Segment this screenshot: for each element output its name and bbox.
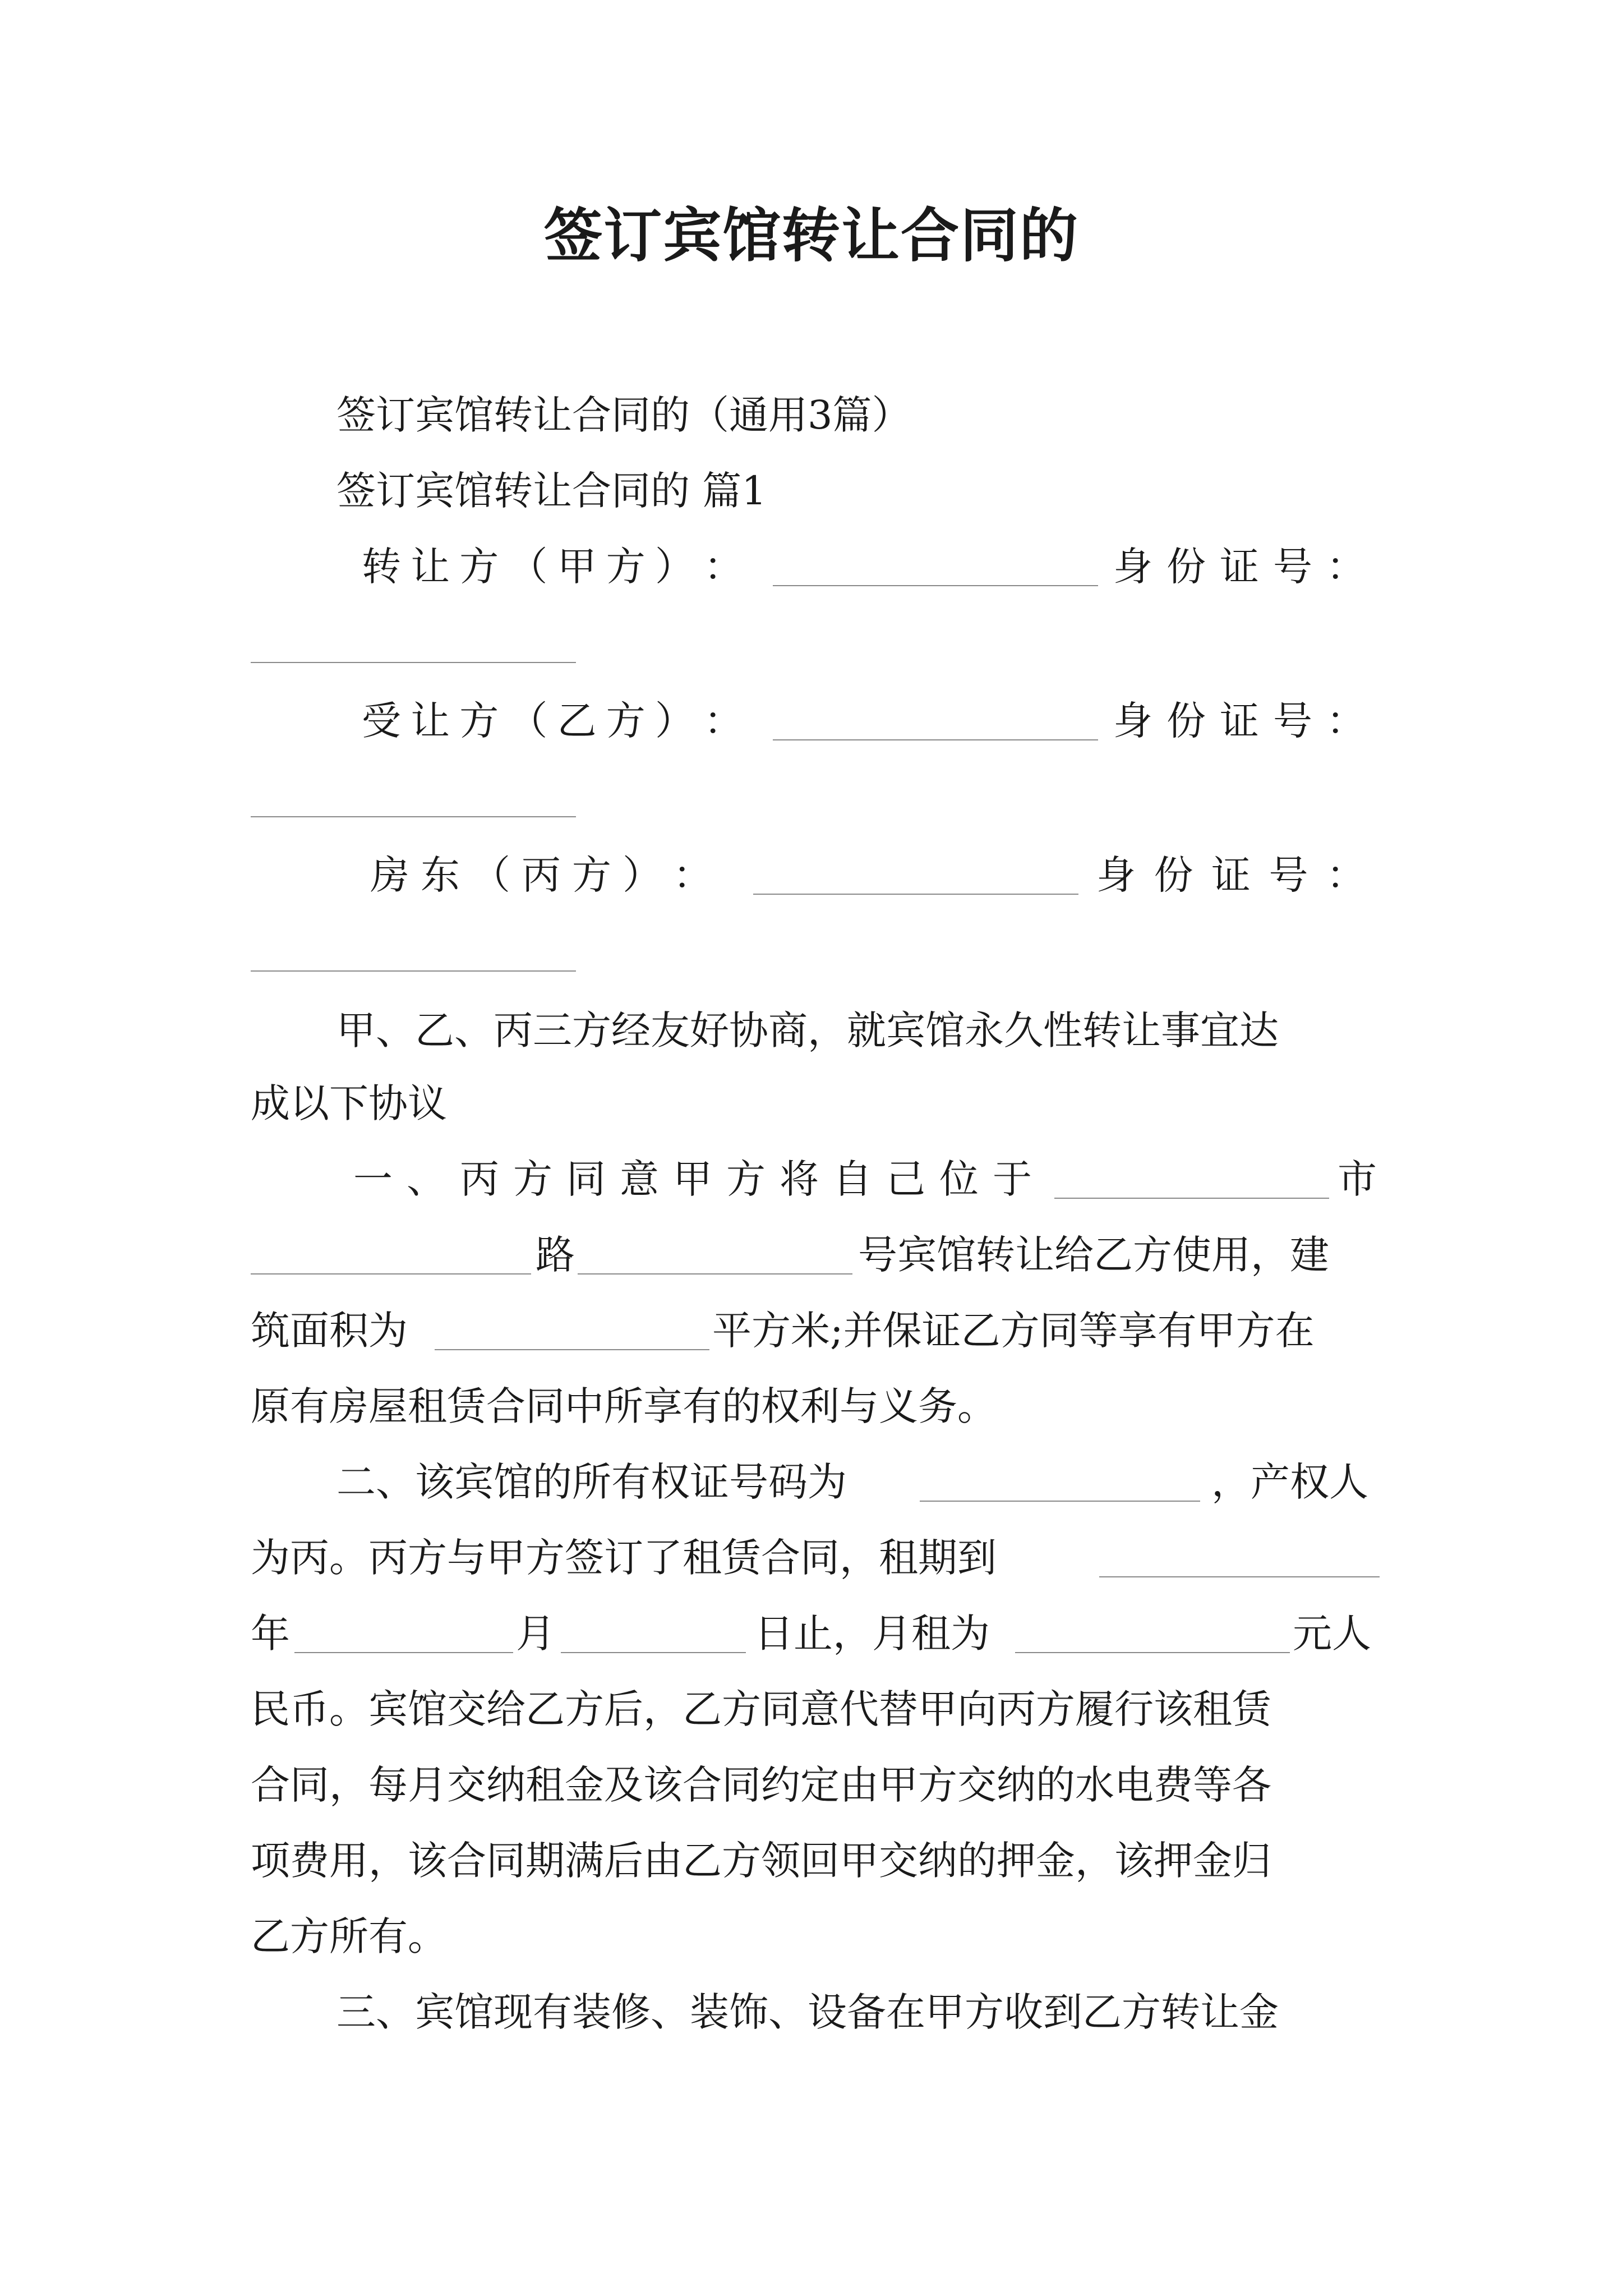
- party-transferee-label: 受 让 方 （ 乙 方 ） ：: [362, 698, 743, 744]
- landlord-name-blank: [753, 894, 1078, 895]
- clause1-city-blank: [1054, 1198, 1329, 1199]
- clause3-line1: 三、宾馆现有装修、装饰、设备在甲方收到乙方转让金: [336, 1989, 1279, 2035]
- clause2-line1-start: 二、该宾馆的所有权证号码为: [336, 1459, 847, 1505]
- clause2-rent-blank: [1015, 1652, 1290, 1653]
- party-transferor-label: 转 让 方 （ 甲 方 ） ：: [362, 544, 743, 590]
- transferee-id-blank: [251, 816, 576, 817]
- transferor-id-label: 身 份 证 号 ：: [1113, 544, 1366, 590]
- clause1-line1-text: 一 、 丙 方 同 意 甲 方 将 自 己 位 于: [353, 1156, 1032, 1202]
- clause2-line1-end: ，产权人: [1211, 1459, 1368, 1505]
- clause2-line6: 项费用，该合同期满后由乙方领回甲交纳的押金，该押金归: [251, 1838, 1271, 1884]
- section-heading: 签订宾馆转让合同的 篇1: [336, 468, 767, 514]
- clause1-area-blank: [435, 1349, 709, 1350]
- clause2-line3-end: 元人: [1293, 1611, 1371, 1657]
- clause1-line1-end: 市: [1338, 1156, 1377, 1202]
- clause2-line3-rent: 日止，月租为: [754, 1611, 990, 1657]
- clause2-line3-month: 月: [516, 1611, 555, 1657]
- clause2-line4: 民币。宾馆交给乙方后，乙方同意代替甲向丙方履行该租赁: [251, 1686, 1271, 1732]
- clause1-line2-end: 号宾馆转让给乙方使用，建: [858, 1232, 1329, 1278]
- document-subtitle: 签订宾馆转让合同的（通用3篇）: [336, 392, 911, 438]
- clause2-line2: 为丙。丙方与甲方签订了租赁合同，租期到: [251, 1535, 997, 1581]
- landlord-id-blank: [251, 970, 576, 972]
- clause2-year-blank: [1099, 1576, 1380, 1577]
- landlord-id-label: 身 份 证 号 ：: [1096, 852, 1366, 898]
- clause1-line4: 原有房屋租赁合同中所享有的权利与义务。: [251, 1383, 997, 1429]
- clause2-month-blank: [294, 1652, 513, 1653]
- document-title: 签订宾馆转让合同的: [543, 201, 1079, 270]
- clause2-day-blank: [561, 1652, 746, 1653]
- transferee-name-blank: [773, 739, 1098, 740]
- transferee-id-label: 身 份 证 号 ：: [1113, 698, 1366, 744]
- clause2-line5: 合同，每月交纳租金及该合同约定由甲方交纳的水电费等各: [251, 1762, 1271, 1808]
- transferor-name-blank: [773, 585, 1098, 586]
- party-landlord-label: 房 东 （ 丙 方 ） ：: [370, 852, 712, 898]
- clause1-line3-end: 平方米;并保证乙方同等享有甲方在: [712, 1308, 1315, 1354]
- clause1-line2-mid: 路: [536, 1232, 575, 1278]
- clause2-line3-year: 年: [251, 1611, 290, 1657]
- clause1-number-blank: [578, 1273, 852, 1274]
- transferor-id-blank: [251, 662, 576, 663]
- intro-line-1: 甲、乙、丙三方经友好协商，就宾馆永久性转让事宜达: [336, 1007, 1279, 1053]
- clause2-line7: 乙方所有。: [251, 1913, 447, 1959]
- clause1-line3-start: 筑面积为: [251, 1308, 408, 1354]
- clause1-road-blank: [251, 1273, 531, 1274]
- intro-line-2: 成以下协议: [251, 1080, 447, 1126]
- clause2-cert-blank: [920, 1501, 1200, 1502]
